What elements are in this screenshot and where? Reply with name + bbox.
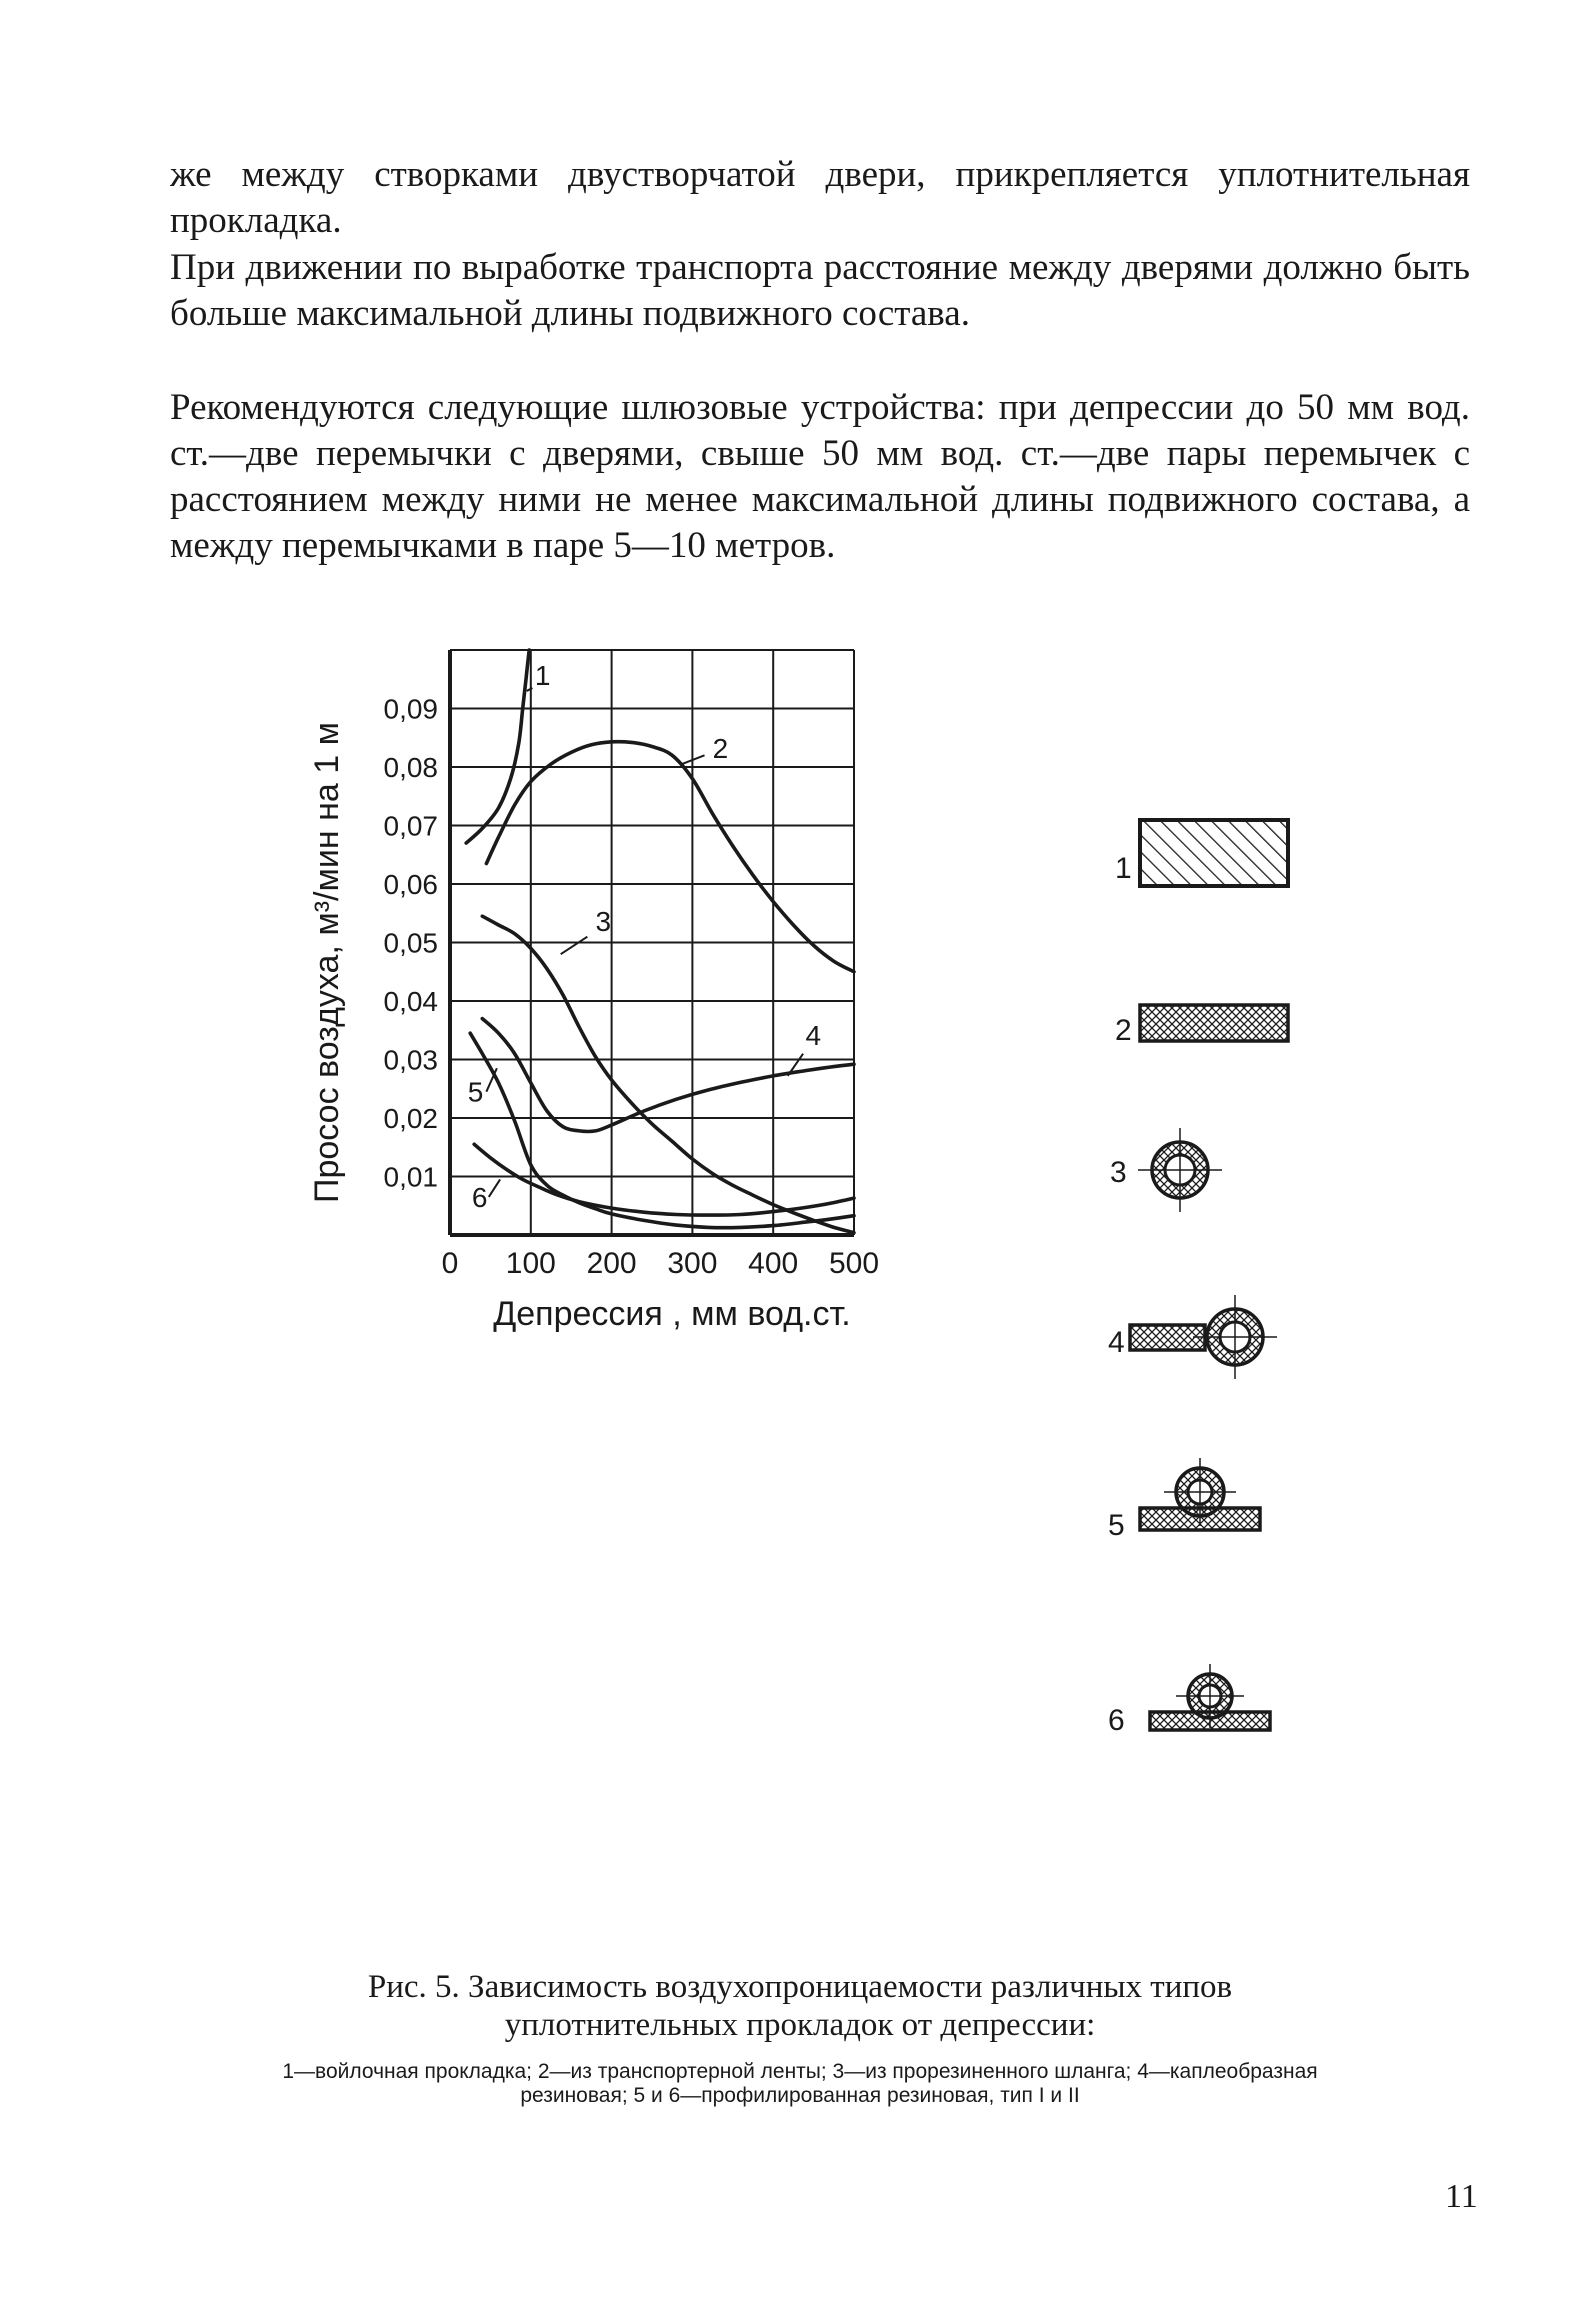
curve-label-1: 1 (534, 660, 551, 692)
curve-4 (482, 1019, 854, 1132)
page-number: 11 (1445, 2178, 1478, 2215)
figure-caption: Рис. 5. Зависимость воздухопроницаемости различных типов уплотнительных прокладок от депрессии: (367, 1969, 1233, 2043)
legend-label-4: 4 (1108, 1326, 1125, 1359)
legend-label-6: 6 (1108, 1704, 1125, 1737)
legend-label-5: 5 (1108, 1509, 1125, 1542)
legend-item-1 (1115, 820, 1288, 886)
x-axis-label: Депрессия , мм вод.ст. (493, 1295, 851, 1333)
curve-2 (486, 742, 854, 972)
curve-leader-6 (489, 1179, 500, 1197)
curve-leader-3 (561, 937, 588, 955)
y-tick-label: 0,01 (383, 1161, 438, 1193)
legend-item-4 (1108, 1295, 1277, 1379)
x-tick-label: 200 (586, 1247, 637, 1280)
chart-grid (450, 650, 854, 1235)
curve-label-4: 4 (805, 1019, 822, 1051)
x-tick-label: 300 (667, 1247, 718, 1280)
chart-tick-labels (384, 694, 880, 1281)
y-tick-label: 0,05 (383, 927, 438, 959)
figure-caption-details: 1—войлочная прокладка; 2—из транспортерной ленты; 3—из прорезиненного шланга; 4—каплеобразная резиновая; 5 и 6—профилированная резиновая, тип I и II (282, 2060, 1318, 2107)
curve-1 (466, 650, 529, 843)
x-tick-label: 0 (441, 1247, 459, 1280)
x-tick-label: 500 (828, 1247, 880, 1280)
y-tick-label: 0,09 (383, 693, 438, 725)
legend-item-6 (1108, 1664, 1270, 1737)
y-tick-label: 0,08 (383, 752, 438, 783)
curve-label-6: 6 (471, 1181, 488, 1213)
y-tick-label: 0,06 (383, 869, 438, 900)
paragraph-1: же между створками двустворчатой двери, прикрепляется уплотнительная прокладка. (170, 154, 1470, 241)
legend-item-2 (1115, 1005, 1288, 1047)
legend-label-2: 2 (1115, 1014, 1132, 1047)
airflow-chart (300, 640, 1360, 1930)
curve-label-5: 5 (467, 1076, 484, 1108)
y-tick-label: 0,03 (383, 1044, 438, 1076)
belt-gasket-icon (1140, 1005, 1288, 1041)
y-axis-label: Просос воздуха, м³/мин на 1 м (308, 722, 346, 1203)
curve-label-3: 3 (595, 905, 612, 937)
paragraph-2: При движении по выработке транспорта расстояние между дверями должно быть больше максимальной длины подвижного состава. (170, 247, 1470, 334)
legend-item-3 (1110, 1128, 1222, 1212)
felt-gasket-icon (1140, 820, 1288, 886)
y-tick-label: 0,04 (383, 986, 438, 1017)
paragraph-3: Рекомендуются следующие шлюзовые устройства: при депрессии до 50 мм вод. ст.—две перемычки с дверями, свыше 50 мм вод. ст.—две пары перемычек с расстоянием между ними не менее максимальной длины подвижного состава, а между перемычками в паре 5—10 метров. (170, 387, 1470, 566)
y-tick-label: 0,07 (383, 810, 438, 842)
curve-label-2: 2 (712, 733, 729, 765)
legend-label-3: 3 (1110, 1156, 1127, 1189)
y-tick-label: 0,02 (383, 1103, 438, 1134)
legend-item-5 (1108, 1458, 1260, 1542)
x-tick-label: 400 (748, 1247, 799, 1280)
gasket-legend (1108, 820, 1288, 1737)
legend-label-1: 1 (1115, 852, 1132, 885)
chart-curves (466, 650, 854, 1233)
x-tick-label: 100 (505, 1247, 556, 1280)
